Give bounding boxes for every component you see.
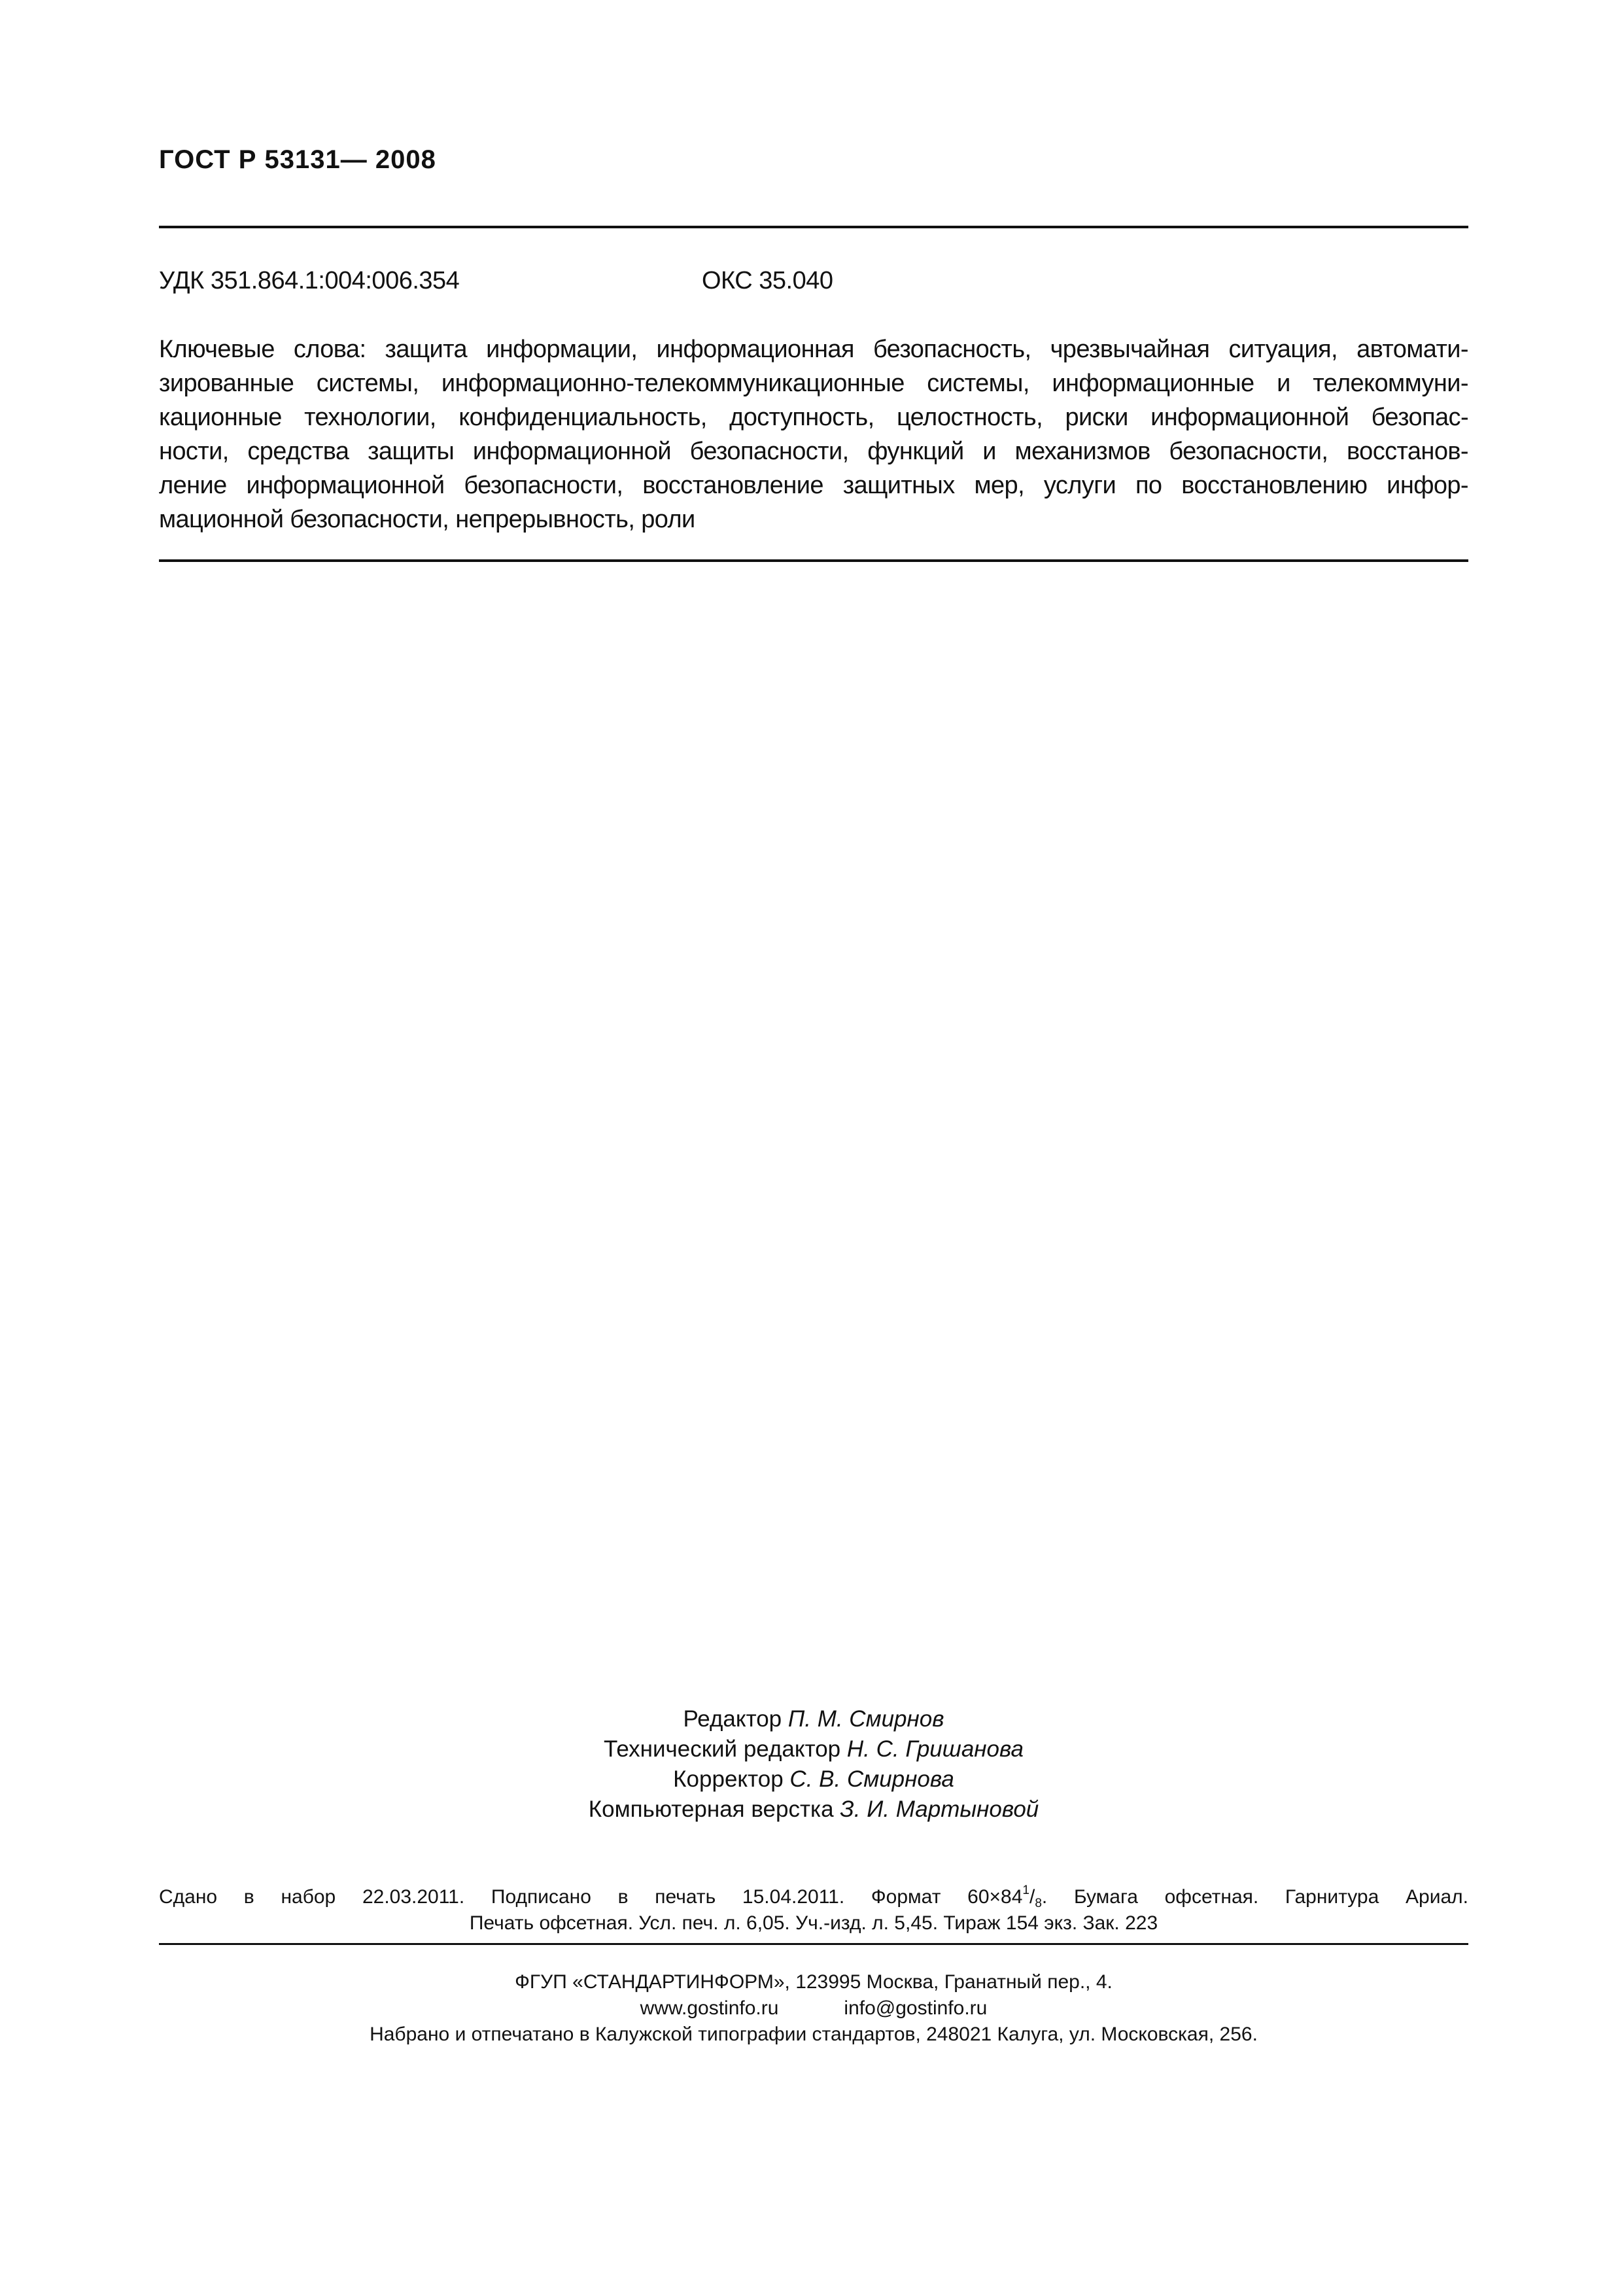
format-subscript: 8 [1035, 1897, 1042, 1910]
print-info-line-2: Печать офсетная. Усл. печ. л. 6,05. Уч.-изд. л. 5,45. Тираж 154 экз. Зак. 223 [469, 1912, 1158, 1934]
classification-row [159, 267, 1468, 300]
publisher-email: info@gostinfo.ru [844, 1997, 988, 2019]
credit-editor [159, 1704, 1468, 1734]
credit-role: Редактор [683, 1706, 782, 1732]
print-info-block [159, 1884, 1468, 1936]
publisher-top-rule [159, 1943, 1468, 1945]
udk-code: УДК 351.864.1:004:006.354 [159, 267, 460, 294]
credit-person: Н. С. Гришанова [846, 1736, 1024, 1762]
credit-role: Компьютерная верстка [588, 1796, 834, 1822]
publisher-block [159, 1969, 1468, 2048]
credit-person: З. И. Мартыновой [840, 1796, 1039, 1822]
credit-layout [159, 1795, 1468, 1825]
publisher-name: ФГУП «СТАНДАРТИНФОРМ», 123995 Москва, Гранатный пер., 4. [515, 1971, 1113, 1993]
keywords-bottom-rule [159, 559, 1468, 562]
format-superscript: 1 [1022, 1883, 1029, 1897]
format-slash: / [1029, 1886, 1035, 1908]
keywords-line: зированные системы, информационно-телекоммуникационные системы, информационные и телекоммуни- [159, 370, 1468, 397]
print-info-text: . Бумага офсетная. Гарнитура Ариал. [1041, 1886, 1468, 1908]
print-info-text: Сдано в набор 22.03.2011. Подписано в печать 15.04.2011. Формат 60×84 [159, 1886, 1023, 1908]
credits-block [159, 1704, 1468, 1825]
publisher-printed-by: Набрано и отпечатано в Калужской типографии стандартов, 248021 Калуга, ул. Московская, 256. [370, 2023, 1258, 2045]
publisher-contacts [159, 1995, 1468, 2022]
publisher-website: www.gostinfo.ru [640, 1997, 779, 2019]
print-info-line-1 [159, 1884, 1468, 1910]
credit-corrector [159, 1764, 1468, 1795]
credit-person: С. В. Смирнова [789, 1766, 954, 1792]
keywords-line: ление информационной безопасности, восстановление защитных мер, услуги по восстановлению инфор- [159, 472, 1468, 499]
standard-number: ГОСТ Р 53131— 2008 [159, 145, 436, 174]
credit-technical-editor [159, 1734, 1468, 1764]
credit-role: Технический редактор [604, 1736, 841, 1762]
keywords-line: кационные технологии, конфиденциальность, доступность, целостность, риски информационной безопас- [159, 404, 1468, 431]
credit-role: Корректор [673, 1766, 784, 1792]
top-rule [159, 226, 1468, 228]
keywords-line: мационной безопасности, непрерывность, роли [159, 506, 695, 533]
keywords-block [159, 332, 1468, 536]
credit-person: П. М. Смирнов [787, 1706, 944, 1732]
keywords-line: ности, средства защиты информационной безопасности, функций и механизмов безопасности, восстанов- [159, 438, 1468, 465]
oks-code: ОКС 35.040 [702, 267, 833, 294]
keywords-line: Ключевые слова: защита информации, информационная безопасность, чрезвычайная ситуация, автомати- [159, 336, 1468, 363]
